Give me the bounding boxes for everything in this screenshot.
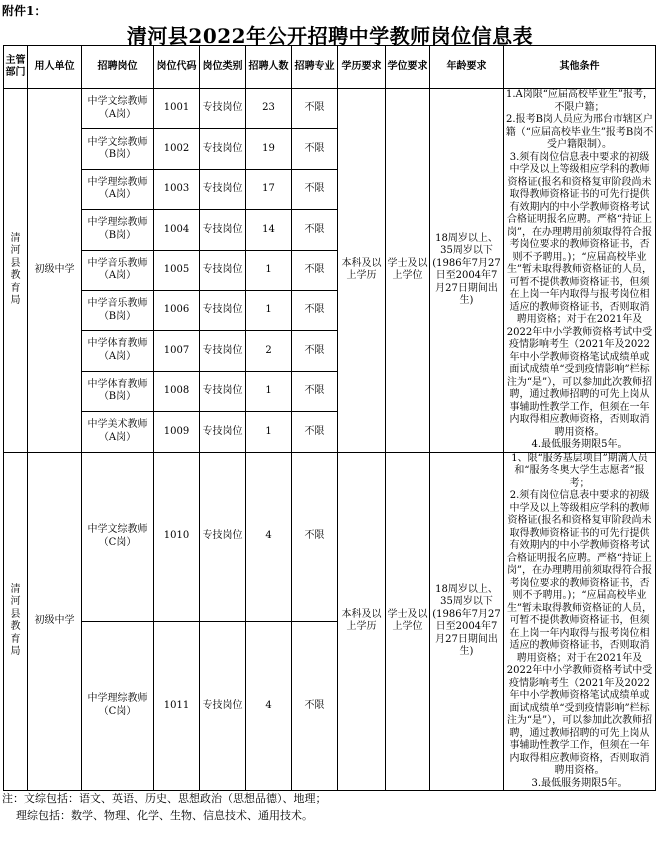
category-cell: 专技岗位: [200, 290, 246, 330]
count-cell: 4: [246, 621, 292, 790]
category-cell: 专技岗位: [200, 621, 246, 790]
dept-cell: 清 河 县 教 育 局: [4, 452, 28, 791]
count-cell: 1: [246, 371, 292, 411]
major-cell: 不限: [292, 169, 338, 209]
count-cell: 17: [246, 169, 292, 209]
code-cell: 1003: [154, 169, 200, 209]
education-cell: 本科及以上学历: [338, 89, 386, 453]
category-cell: 专技岗位: [200, 129, 246, 169]
major-cell: 不限: [292, 129, 338, 169]
count-cell: 4: [246, 452, 292, 621]
page-title: 清河县2022年公开招聘中学教师岗位信息表: [126, 24, 534, 48]
post-cell: 中学体育教师（B岗）: [82, 371, 154, 411]
count-cell: 1: [246, 412, 292, 453]
code-cell: 1002: [154, 129, 200, 169]
category-cell: 专技岗位: [200, 169, 246, 209]
footnote-line: 注：文综包括：语文、英语、历史、思想政治（思想品德）、地理；: [2, 792, 327, 805]
category-cell: 专技岗位: [200, 452, 246, 621]
code-cell: 1010: [154, 452, 200, 621]
code-cell: 1007: [154, 331, 200, 371]
post-cell: 中学文综教师（B岗）: [82, 129, 154, 169]
post-cell: 中学音乐教师（A岗）: [82, 250, 154, 290]
degree-cell: 学士及以上学位: [386, 452, 430, 791]
category-cell: 专技岗位: [200, 210, 246, 250]
attachment-label: 附件1：: [2, 4, 47, 18]
header-unit: 用人单位: [28, 46, 82, 89]
category-cell: 专技岗位: [200, 331, 246, 371]
recruitment-table: [3, 45, 656, 791]
major-cell: 不限: [292, 210, 338, 250]
post-cell: 中学理综教师（C岗）: [82, 621, 154, 790]
footnote-line: 理综包括：数学、物理、化学、生物、信息技术、通用技术。: [2, 809, 313, 823]
post-cell: 中学体育教师（A岗）: [82, 331, 154, 371]
major-cell: 不限: [292, 290, 338, 330]
header-code: 岗位代码: [154, 46, 200, 89]
header-row: [4, 46, 656, 89]
header-dept: 主管部门: [4, 46, 28, 89]
age-cell: 18周岁以上、35周岁以下(1986年7月27日至2004年7月27日期间出生): [430, 89, 504, 453]
count-cell: 1: [246, 290, 292, 330]
count-cell: 19: [246, 129, 292, 169]
conditions-cell: 1、限“服务基层项目”期满人员和“服务冬奥大学生志愿者”报考； 2.须有岗位信息表中要求的初级中学及以上等级相应学科的教师资格证(报名和资格复审阶段尚未取得教师资格证书的可先行提供有效期内的中小学教师资格考试合格证明报名应聘。严格“持证上岗”，在办理聘用前须取得符合报考岗位要求的教师资格证书，否则不予聘用。)；“应届高校毕业生”暂未取得教师资格证的人员，可暂不提供教师资格证书，但须在上岗一年内取得与报考岗位相适应的教师资格证书，否则取消聘用资格；对于在2021年及2022年中小学教师资格考试中受疫情影响考生（2021年及2022年中小学教师资格笔试成绩单或面试成绩单“受到疫情影响”栏标注为“是”），可以参加此次教师招聘，通过教师招聘的可先上岗从事辅助性教学工作，但须在一年内取得相应教师资格，否则取消聘用资格。 3.最低服务期限5年。: [504, 452, 656, 791]
education-cell: 本科及以上学历: [338, 452, 386, 791]
code-cell: 1006: [154, 290, 200, 330]
header-education: 学历要求: [338, 46, 386, 89]
count-cell: 2: [246, 331, 292, 371]
unit-cell: 初级中学: [28, 89, 82, 453]
post-cell: 中学理综教师（A岗）: [82, 169, 154, 209]
post-cell: 中学音乐教师（B岗）: [82, 290, 154, 330]
major-cell: 不限: [292, 452, 338, 621]
code-cell: 1005: [154, 250, 200, 290]
category-cell: 专技岗位: [200, 371, 246, 411]
conditions-cell: 1.A岗限“应届高校毕业生”报考，不限户籍； 2.报考B岗人员应为邢台市辖区户籍（“应届高校毕业生”报考B岗不受户籍限制）。 3.须有岗位信息表中要求的初级中学及以上等级相应学科的教师资格证(报名和资格复审阶段尚未取得教师资格证书的可先行提供有效期内的中小学教师资格考试合格证明报名应聘。严格“持证上岗”，在办理聘用前须取得符合报考岗位要求的教师资格证书，否则不予聘用。)；“应届高校毕业生”暂未取得教师资格证的人员，可暂不提供教师资格证书，但须在上岗一年内取得与报考岗位相适应的教师资格证书，否则取消聘用资格；对于在2021年及2022年中小学教师资格考试中受疫情影响考生（2021年及2022年中小学教师资格笔试成绩单或面试成绩单“受到疫情影响”栏标注为“是”），可以参加此次教师招聘，通过教师招聘的可先上岗从事辅助性教学工作，但须在一年内取得相应教师资格，否则取消聘用资格。 4.最低服务期限5年。: [504, 89, 656, 453]
degree-cell: 学士及以上学位: [386, 89, 430, 453]
count-cell: 23: [246, 89, 292, 129]
footnote: [2, 790, 327, 824]
code-cell: 1004: [154, 210, 200, 250]
category-cell: 专技岗位: [200, 412, 246, 453]
header-conditions: 其他条件: [504, 46, 656, 89]
header-count: 招聘人数: [246, 46, 292, 89]
header-category: 岗位类别: [200, 46, 246, 89]
code-cell: 1009: [154, 412, 200, 453]
code-cell: 1008: [154, 371, 200, 411]
header-age: 年龄要求: [430, 46, 504, 89]
code-cell: 1011: [154, 621, 200, 790]
unit-cell: 初级中学: [28, 452, 82, 791]
post-cell: 中学美术教师（A岗）: [82, 412, 154, 453]
age-cell: 18周岁以上、35周岁以下(1986年7月27日至2004年7月27日期间出生): [430, 452, 504, 791]
category-cell: 专技岗位: [200, 89, 246, 129]
major-cell: 不限: [292, 621, 338, 790]
dept-cell: 清 河 县 教 育 局: [4, 89, 28, 453]
count-cell: 1: [246, 250, 292, 290]
post-cell: 中学文综教师（C岗）: [82, 452, 154, 621]
category-cell: 专技岗位: [200, 250, 246, 290]
table-row: [4, 452, 656, 621]
major-cell: 不限: [292, 412, 338, 453]
header-post: 招聘岗位: [82, 46, 154, 89]
header-major: 招聘专业: [292, 46, 338, 89]
code-cell: 1001: [154, 89, 200, 129]
major-cell: 不限: [292, 371, 338, 411]
header-degree: 学位要求: [386, 46, 430, 89]
major-cell: 不限: [292, 331, 338, 371]
post-cell: 中学理综教师（B岗）: [82, 210, 154, 250]
count-cell: 14: [246, 210, 292, 250]
major-cell: 不限: [292, 89, 338, 129]
table-row: [4, 89, 656, 129]
major-cell: 不限: [292, 250, 338, 290]
post-cell: 中学文综教师（A岗）: [82, 89, 154, 129]
